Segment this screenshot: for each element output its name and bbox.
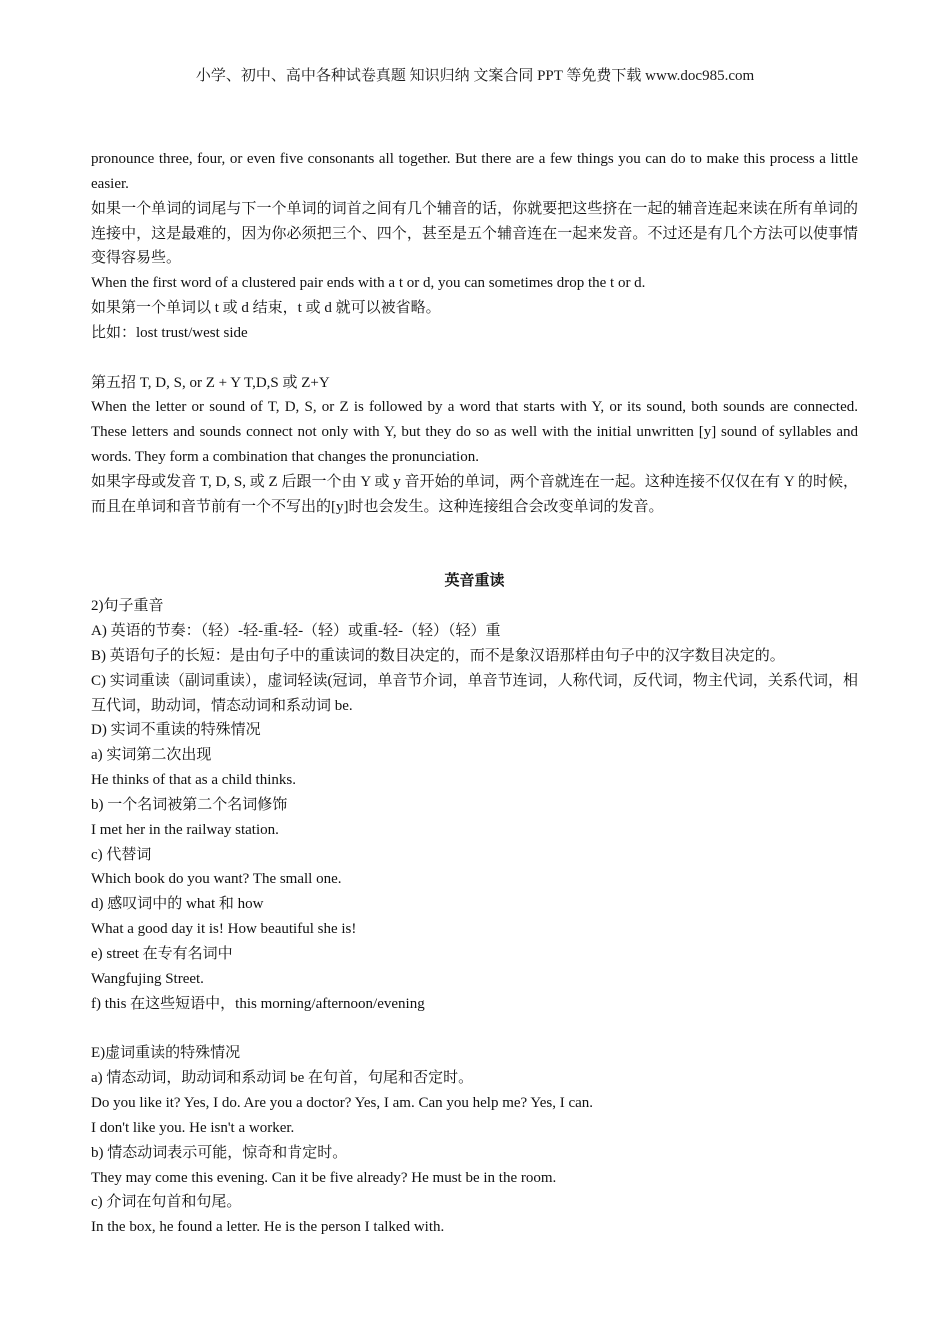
stress-line: C) 实词重读（副词重读），虚词轻读(冠词，单音节介词，单音节连词，人称代词，反代词，物主代词，关系代词，相互代词，助动词，情态动词和系动词 be. (91, 672, 858, 714)
drop-t-d-rule-zh: 如果第一个单词以 t 或 d 结束，t 或 d 就可以被省略。 (91, 300, 441, 317)
stress-line: b) 一个名词被第二个名词修饰 (91, 796, 288, 813)
function-word-line: b) 情态动词表示可能，惊奇和肯定时。 (91, 1144, 348, 1161)
stress-line: 2)句子重音 (91, 598, 164, 615)
stress-example: What a good day it is! How beautiful she is! (91, 921, 357, 938)
function-word-line: E)虚词重读的特殊情况 (91, 1045, 241, 1062)
stress-example: Wangfujing Street. (91, 970, 204, 987)
drop-t-d-example: 比如：lost trust/west side (91, 324, 248, 341)
section-five-body-en: When the letter or sound of T, D, S, or Z is followed by a word that starts with Y, or its sound, both sounds are connected. These letters and sounds connect not only with Y, but they do so as well with the initial unwritten [y] sound of syllables and words. They form a combination that changes the pronunciation. (91, 399, 858, 466)
consonant-cluster-intro-en: pronounce three, four, or even five consonants all together. But there are a few things you can do to make this process a little easier. (91, 151, 858, 192)
function-word-line: a) 情态动词，助动词和系动词 be 在句首，句尾和否定时。 (91, 1070, 474, 1087)
function-word-example: Do you like it? Yes, I do. Are you a doctor? Yes, I am. Can you help me? Yes, I can. (91, 1095, 594, 1112)
document-body (91, 147, 858, 1240)
function-word-example: I don't like you. He isn't a worker. (91, 1119, 295, 1136)
stress-example: Which book do you want? The small one. (91, 871, 342, 888)
drop-t-d-rule-en: When the first word of a clustered pair ends with a t or d, you can sometimes drop the t or d. (91, 275, 646, 292)
spacer (91, 545, 858, 570)
stress-example: I met her in the railway station. (91, 821, 279, 838)
stress-line: D) 实词不重读的特殊情况 (91, 722, 261, 739)
stress-section-heading: 英音重读 (444, 573, 505, 590)
page-header: 小学、初中、高中各种试卷真题 知识归纳 文案合同 PPT 等免费下载 www.doc985.com (195, 68, 755, 84)
stress-line: c) 代替词 (91, 846, 152, 863)
spacer (91, 1017, 858, 1042)
stress-line: e) street 在专有名词中 (91, 946, 233, 962)
function-word-example: They may come this evening. Can it be five already? He must be in the room. (91, 1169, 557, 1186)
spacer (91, 520, 858, 545)
stress-line: d) 感叹词中的 what 和 how (91, 896, 264, 913)
stress-line: a) 实词第二次出现 (91, 747, 212, 764)
stress-line: B) 英语句子的长短：是由句子中的重读词的数目决定的，而不是象汉语那样由句子中的汉字数目决定的。 (91, 647, 785, 664)
consonant-cluster-intro-zh: 如果一个单词的词尾与下一个单词的词首之间有几个辅音的话，你就要把这些挤在一起的辅音连起来读在所有单词的连接中，这是最难的，因为你必须把三个、四个，甚至是五个辅音连在一起来发音。不过还是有几个方法可以使事情变得容易些。 (91, 200, 858, 267)
spacer (91, 346, 858, 371)
section-five-body-zh: 如果字母或发音 T, D, S, 或 Z 后跟一个由 Y 或 y 音开始的单词，两个音就连在一起。这种连接不仅仅在有 Y 的时候，而且在单词和音节前有一个不写出的[y]时也会发生。这种连接组合会改变单词的发音。 (91, 473, 858, 515)
function-word-line: c) 介词在句首和句尾。 (91, 1194, 242, 1211)
stress-line: f) this 在这些短语中，this morning/afternoon/evening (91, 995, 425, 1012)
stress-line: A) 英语的节奏：（轻）-轻-重-轻-（轻）或重-轻-（轻）（轻）重 (91, 623, 501, 640)
stress-example: He thinks of that as a child thinks. (91, 772, 296, 789)
section-five-title: 第五招 T, D, S, or Z + Y T,D,S 或 Z+Y (91, 374, 330, 391)
function-word-example: In the box, he found a letter. He is the person I talked with. (91, 1219, 445, 1236)
